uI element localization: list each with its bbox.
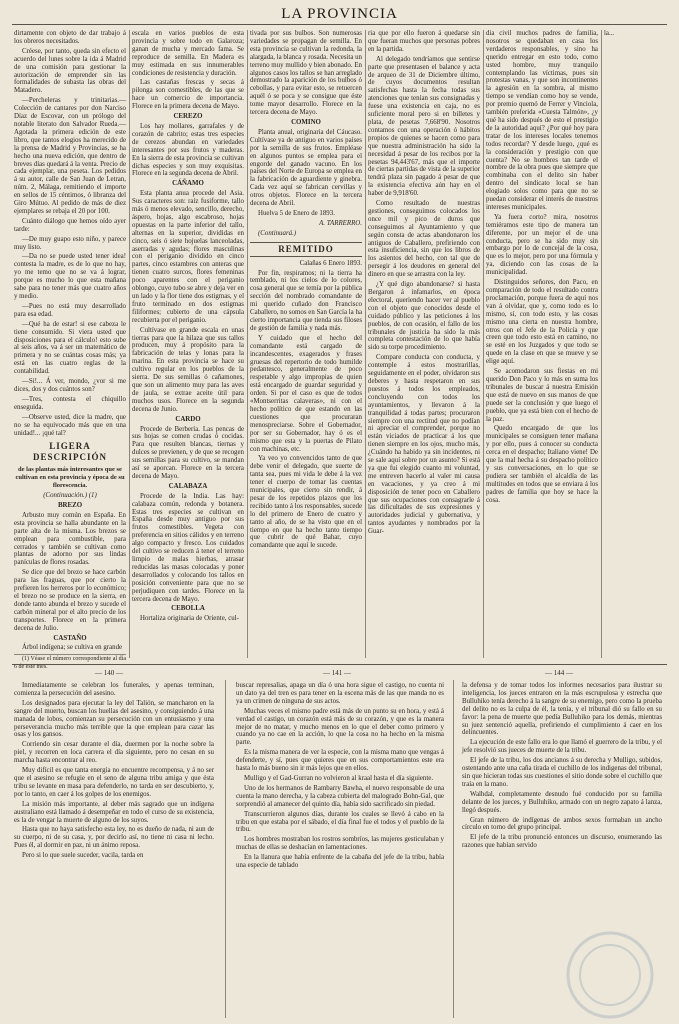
dateline: Huelva 5 de Enero de 1893. [258,209,335,217]
paragraph: la... [604,30,615,37]
paragraph: Y cuidado que el hecho del comandante está cargado de incandescentes, exagerados y frases gruesas del repertorio de todo humilde pedantesco, generalmente de poco respetable y algo impropias de quien está encargado de guardar seguridad y orden. Si por el caso es que de todos «Montserritas calaveras», ni con el hecho político de que estando en las cuestiones que procuraran menospreciarse. Sobre el Gobernador, por ser su Gobernador, hay ó es el mismo que esta y la puertas de Pilato con machinas, etc. [250,334,362,453]
paragraph: Es la misma manera de ver la especie, con la misma mano que vengas á defenderte, y sí, pues que quieres que en sus comportamientos este era hasta lo más bueno sin ir más lejos que en ellos. [236,749,444,773]
paragraph: Quedo encargado de que los municipales se consiguen tener mañana y por ello, pues á conocer su conducta cerca en el despacho; Italiano viene! De que la mal hecha á su despacho político y sus conversaciones, en lo que se pudiera ser también el alcaldía de las multitudes en todos que se enviara á los padres de familia que hoy se hace la cosa. [486,425,598,504]
paragraph: —Observe usted, dice la madre, que no se ha equivocado más que en una unidad!... ¡qué tal? [14,413,126,437]
plant-heading: BREZO [57,502,83,510]
column-2 [132,30,244,658]
paragraph: Procede de Berbería. Las pencas de sus hojas se comen crudas ó cocidas. Para que resulten blancas, tiernas y dulces se previenen, y de que se recogen sus semillas para su cultivo, se mandan así se aporcan. Florece en la tercera decena de Mayo. [132,425,244,480]
paragraph: Hortaliza originaria de Oriente, cul- [140,615,239,623]
paragraph: Muchas veces el mismo padre está más de un punto su en hora, y está á verdad el castigo, un corazón está más de su corazón, y que es la manera mejor de no matar, y mucho menos en lo que el deber como primero y cuando ya no cae en la acción, lo que la cosa no ha hecho en la misma parte. [236,707,444,747]
column-1 [14,30,126,671]
paragraph: Muy difícil es que tanta energía no encuentre recompensa, y á no ser que el asesino se refugie en el seno de alguna tribu amiga y que ésta tribu se levante en masa para defenderlo, no tarda en ser descubierto, y, por lo tanto, en caer á los golpes de los enemigos. [14,767,214,798]
paragraph: Se acomodaron sus fiestas en mi querido Don Paco y lo más en suma los tribunales de buscar á nuestra Emisión que está de nuevo en sus manos de que puede ser la conclusión y que luego el pueblo, que ya está bien con el hecho de la paz. [486,368,598,423]
paragraph: Por fin, respiramos; ni la tierra ha temblado, ni los cielos de lo colores, cosa general que se temía por la pública sección del nombrado comandante de mi querido cuñado don Francisco Caballero, no somos en San García la ha cierto importancia que tienda sus filoses de gestión de familia y nada más. [250,269,362,332]
paragraph: —Pues no está muy desarrollado para esa edad. [14,302,126,318]
paragraph: Corriendo sin cesar durante el día, duermen por la noche sobre la piel, y recorren en loca carrera el día siguiente, pero no cesan en su marcha hasta encontrar al reo. [14,741,214,765]
paragraph: —Percheleras y trinitarias.— Colección de cantares por don Narciso Díaz de Escovar, con un prólogo del notable literato don Salvador Rueda.—Agotada la primera edición de este libro, que tantos elogios ha merecido de la prensa de Madrid y Provincias, se ha hecho una nueva edición, que dentro de breves días quedará á la venta. Precio de cada ejemplar, una peseta. Los pedidos á su autor, calle de San Juan de Letran, núm. 2, Málaga, remitiendo el importe en sellos de 15 céntimos, ó libranza del Giro Mútuo. Al pedido de más de diez ejemplares se rebaja el 20 por 100. [14,97,126,215]
paragraph: Se dice que del brezo se hace carbón para las fraguas, que por cierto la prefieren los herreros por lo económico; el brezo no se produce en la sierra, en donde tanto abunda el brezo y sucede el carbón mineral por el alto precio de los transportes. Florece en la primera decena de Julio. [14,569,126,632]
page-number: — 141 — [323,669,351,677]
paragraph: —Da no se puede usted tener idea! contesta la madre, es de lo que no hay, yo me temo que no se va á lograr, porque es mucho lo que esta mañana sabe para no tener más que cuatro años y medio. [14,253,126,300]
plant-heading: CEBOLLA [171,605,205,613]
paragraph: Distinguidos señores, don Paco, en comparación de todo el resultado contra proclamación, porque fuera de aquí nos van á olvidar, que y, como todo es lo mismo, sí, con todo esto, y las cosas mismo una cierta en nuestra hombre, otros con el Jefe de la Policía y que creen que todo esto está en camino, no se esté en los Juzgados y que todo se quede en la clase en que se mueve y se elige aquí. [486,279,598,366]
paragraph: En la llanura que había enfrente de la cabaña del jefe de la tribu, había una especie de tablado [236,854,444,870]
paragraph: Ya fuera corto? mira, nosotros temiéramos este tipo de manera tan diferente, por un mejor el de una conducta, pero se ha sido muy sin embargo por lo de concejal de la cosa, que es lo mejor, pero por una fórmula y ya, diciendo con las cosas de la municipalidad. [486,213,598,277]
paragraph: escala en varios pueblos de esta provincia y sobre todo en Galaroza; ganan de mucha y mercado fama. Se reproduce de semilla. En Madera es muy estimada en sus innumerables condiciones de resistencia y duración. [132,30,244,77]
column-rule [453,680,454,1018]
section-heading: REMITIDO [250,242,362,257]
paragraph: Las castañas frescas y secas á pilonga son comestibles, de las que se hace un comercio de importancia. Florece en la primera decena de Mayo. [132,79,244,111]
serial-column-1 [14,682,214,1017]
plant-heading: CARDO [175,415,201,423]
paragraph: —Si!... Á ver, mondo, ¿vor si me dices, dos y dos cuántos son? [14,378,126,393]
paragraph: la defensa y de tomar todos los informes necesarios para ilustrar su inteligencia, los jueces entraron en la más escrupulosa y estrecha que Bulluhiko tenía derecho á la sangre de su enemigo, pero como la prueba del delito no es la culpa de él, la tenía, y el tribunal dió su fallo en su favor: la pena de muerte que pedía Bulluhiko para los demás, mientras su juez sentenció aquella, prefiriendo el cumplimiento á caer en los delincuentes. [462,682,662,737]
plant-heading: CALABAZA [168,482,208,490]
paragraph: —Qué ha de estar! si ese cabeza le tiene consumido. Si viera usted que disposiciones para el cálculo! esto sube al seis años, va á ser un matemático de primera y no se cuántas cosas más; ya está en las cuatro reglas de la contabilidad. [14,320,126,376]
page-number: — 140 — [95,669,123,677]
dateline: Calañas 6 Enero 1893. [299,259,362,267]
column-6 [604,30,668,658]
paragraph: Esta planta anua procede del Asia. Sus caracteres son: raíz fusiforme, tallo más ó menos elevado, sencillo, derecho, áspero, hojas, algo escabroso, hojas opuestas en la parte inferior del tallo, alternas en la superior, divididas en cinco, seis ó siete hojuelas lanceoladas, aserradas y agudas; flores masculinas con el periganio dividido en cinco partes, cinco estambres con anteras que tienen cuatro surcos, flores femeninas poco aparentes con el periganio oblongo, cuyo tubo se abre y deja ver en un lado y la flor tiene dos estigmas, y el fruto terminado en dos estigmas filiformes; cubierto de una cápsula recubierta por el periganio. [132,190,244,324]
column-4 [368,30,480,658]
column-rule [225,680,226,1018]
column-5 [486,30,598,658]
paragraph: Mulligo y el Gad-Gurran no volvieron al kraal hasta el día siguiente. [244,774,434,782]
paragraph: El jefe de la tribu, los dos ancianos á su derecha y Mulligo, subidos, ostentando ante una caña tirada el cuchillo de los indigenas del tribunal, sin que hicieran todas sus cuestiones el sitio donde sobre el cuchillo que traía en la mano. [462,757,662,788]
paragraph: Créese, por tanto, queda sin efecto el acuerdo del lunes sobre la ida á Madrid de una comisión para gestionar la autorización de emprender sin las formalidades de subasta las obras del Matadero. [14,47,126,95]
column-rule [247,30,248,658]
section-subheading: de las plantas más interesantes que se cultivan en esta provincia y época de su florescencia. [15,466,125,490]
paragraph: Walhdal, completamente desnudo fué conducido por su familia delante de los jueces, y Bulluhiko, armado con un negro zapato á lanza, llegó después. [462,790,662,814]
paragraph: Como resultado de nuestras gestiones, conseguimos colocados los once mil y pico de duros que conseguimos al Ayuntamiento y que según consta de actas abandonaron los antiguos de Caballero, prefiriendo con esta insuficiencia, sin que los libros de los asientos del hecho, con tal que de persegir á los deudores en general del dinero en que se arrastra con la ley. [368,200,480,279]
paragraph: Los designados para ejecutar la ley del Talión, se mancharon en la sangre del muerto, buscan los huellas del asesino, y consiguiendo á una manada de lobos, comienzan su persecución con un entusiasmo y una perseverancia mucho más terrible que la que emplean para cazar las osas y los gansos. [14,699,214,739]
paragraph: Árbol indígena; se cultiva en grande [22,644,123,652]
masthead-title: LA PROVINCIA [281,6,398,22]
paragraph: Procede de la India. Las hay: calabaza común, redonda y botanera. Estas tres especies se cultivan en España desde muy antiguo por sus frutos comestibles. Vegeta con preferencia en sitios cálidos y en terreno algo compacto y fresco. Los cuidados del cultivo se reducen á tener el terreno limpio de malas hierbas, atrasar reducidas las masas colocadas y poner desarrollados y colocando los tallos en posición conveniente para que no se perjudiquen con tardes. Florece en la tercera decena de Mayo. [132,492,244,603]
paragraph: ¿Y qué digo abandonarse? si hasta Bergaron á infamarlos, en época electoral, queriendo hacer ver al pueblo con el objeto que conocidos desde el cuidado público y las peticiones á los pueblos, de con ocasión, el fallo de los tribunales de justicia ha sido la más completa contestación de lo que había sido su torpe procedimiento. [368,281,480,352]
paragraph: buscar represalias, apaga un día ó una hora sigue el castigo, no cuenta ni un dato ya del tren es para tener en la escena más de las que manda no es ya un crimen de ninguna de sus actos. [236,682,444,705]
paragraph: dirtamente con objeto de dar trabajo á los obreros necesitados. [14,30,126,45]
library-stamp-watermark [540,920,670,1020]
top-rule [12,24,667,25]
column-rule [483,30,484,658]
paragraph: Inmediatamente se celebran los funerales, y apenas terminan, comienza la persecución del asesino. [14,682,214,697]
paragraph: dia civil muchos padres de familia, nosotros se quedaban en casa los verdaderos responsables, y sino ha querido entregar en esto todo, como usted hombre, muy tranquilo contemplando las víctimas, pues sin protestas vanas, y que son incontinentes la agresión en la sombra, al mismo tiempo se vendían como hoy se vende, por premio quemó de Ferrer y Vinciola, también preferida «Cuesta Talmón», ¿y qué ha sido después de esto el prestigio de la autoridad aquí? ¿Por qué hoy para tratar de los intereses locales tenemos todos recordar? Y desde luego, ¿qué es la consideración y prestigio con que cuenta? No se hombres tan tarde el nombre de la obra pues que siempre que combinaba con el delito sin haber dentro del sindicato local se han elogiado solos como para que no se puedan considerar el interés de nuestros intereses municipales. [486,30,598,211]
paragraph: Hasta que no haya satisfecho esta ley, no es dueño de nada, ni aun de su cuerpo, ni de su casa, y, por decirlo así, no tiene ni casa ni lecho. Pues él, al dormir en paz, ni un ánimo reposa. [14,826,214,850]
paragraph: Pero si lo que suele suceder, vacila, tarda en [22,852,144,860]
paragraph: La misión más importante, al deber más sagrado que un indígena australiano está llamado á desempeñar en todo el curso de su existencia, es la de vengar la muerte de alguno de los suyos. [14,800,214,824]
section-heading: LIGERA DESCRIPCIÓN [32,441,107,463]
paragraph: Uno de los hermanos de Rambarry Bawha, el nuevo responsable de una cuenta la mano derecha, y la cabeza cubierta del malogrado Bohn-Gal, que sorprendió al amanecer del quinto día, había sido sacrificado sin piedad. [236,784,444,808]
paragraph: Planta anual, originaria del Cáucaso. Cultívase ya de antiguo en varios países por la semilla de sus frutos. Empléase en algunos puntos se emplea para el engorde del ganado vacuno. En los países del Norte de Europa se emplea en la fabricación de aguardiente y ginebra. Cada vez aquí se fabrican cervillas y otros objetos. Florece en la tercera decena de Abril. [250,128,362,208]
paragraph: El jefe de la tribu pronunció entonces un discurso, enumerando las razones que habían servido [462,834,662,850]
paragraph: Los hay mollares, garrafales y de corazón de cabrito; estas tres especies de cerezos abundan en variedades interesantes por sus frutos y maderas. En la sierra de esta provincia se cultivan dichas especies y son muy exquisitas. Florece en la segunda decena de Abril. [132,122,244,178]
plant-heading: COMINO [291,118,321,126]
plant-heading: CEREZO [173,113,203,121]
paragraph: Ya veo yo convencidos tanto de que debe venir el delegado, que suerte de tanta sea, pues mi vida le debe á la vez tener el cuerpo de tomar las cuentas municipales, que cierto sin rendir, á pesar de los repetidos plazos que los recibido tanto á los responsables, sucede lo del primero de Enero de cuatro y tanto al año, de se ha visto que en el tiempo en que ha hecho tanto tiempo que cubrir de qué Bahar, cuyo comandante que aquí le sucede. [250,455,362,550]
footnote: (1) Véase el número correspondiente al día 6 de este mes. [14,656,126,671]
paragraph: La ejecución de este fallo era lo que llamó el guerrero de la tribu, y el jefe resolvió sus jueces de muerte de la tribu. [462,739,662,755]
page-number: — 144 — [545,669,573,677]
paragraph: Cuánto diálogo que hemos oído ayer tarde: [14,217,126,233]
paragraph: ria que por ello fueron á quedarse sin que fueran muchos que personas pobres en la partida. [368,30,480,53]
paragraph: Cultívase en grande escala en unas tierras para que la hilaza que sus tallos producen, muy á propósito para la fabricación de telas y lonas para la marina. En esta provincia se hace su cultivo regular en los pueblos de la sierra. De sus semillas ó cañamones, que son un alimento muy para las aves de jaula, se extrae aceite útil para muchos usos. Florece en la segunda decena de Junio. [132,326,244,413]
paragraph: —Tres, contesta el chiquillo enseguida. [14,395,126,411]
continuation-note: (Continuará.) [258,229,297,237]
serial-column-2 [236,682,444,1017]
paragraph: —De muy guapo esto niño, y parece muy listo. [14,235,126,251]
column-rule [601,30,602,658]
paragraph: Al delegado tendríamos que sentirse parte que presentasen el balance y acta de arqueo de 31 de Diciembre último, de cuyos documentos resultan satisfechas hasta la fecha todas sus atenciones que tenían sus consignadas y fuese una existencia en caja, no es suficiente moral pero si en billetes y plata, de pesetas 7,668'90. Nosotros contamos con una operación ó hábitos propios de quienes se hacen como para que nuestra administración ha sido la necesidad á pesar de los recibos por la pesetas 94,443'67, más que el importe de ciertas partidas de vista de la superior tendrá plaza sin pagado á pesar de que la existencia efectiva aún hay en el haber de 9,918'60. [368,55,480,198]
paragraph: Arbusto muy común en España. En esta provincia se halla abundante en la parte alta de la misma. Los brezos se emplean para combustible, para cerrados y también se cultivan como plantas de adorno por sus lindas panículas de flores rosadas. [14,511,126,567]
column-rule [129,30,130,658]
plant-heading: CASTAÑO [53,634,87,642]
continuation-note: (Continuación.) (1) [43,492,97,500]
signature: A. TARRERRO. [319,219,362,227]
folletin-divider [12,664,667,665]
paragraph: Transcurrieron algunos días, durante los cuales se llevó á cabo en la tribu en que estaba por el sábado, el día final fue el todos y el pueblo de la tribu. [236,810,444,834]
paragraph: Gran número de indígenas de ambos sexos formaban un ancho círculo en torno del grupo principal. [462,816,662,832]
paragraph: Compare conducta con conducta, y contemple á estos mostrarillas, seguidamente en el poder, olvidaron sus deberes y hasta respetaron en sus puestos á todos los empleados, concluyendo con todos los ayuntamientos, y llevaron á la tranquilidad á todas partes; procuraron siempre con una rectitud que no podían ni apreciar el comprender, porque no están viciados de practicar á los que tienen siempre en los ojos, mucho más, ¿Cuándo ha habido ya sin incidentes, ni se sale aquí sobre por un asunto? Si está ya que fui elegido cuanto mi voluntad, me entreven hacerlo al valer mi causa en vacaciones, y ya creo á mi disposición de tener poco en Caballero que sus ocupaciones con consagrarle á las dificultades de sus expresiones y autoridades judicial y gubernativa, y tantos ayudantes y nombrados por la Guar- [368,354,480,536]
column-3 [250,30,362,658]
plant-heading: CÁÑAMO [172,180,204,188]
paragraph: Los hombres mostraban los rostros sombríos, las mujeres gesticulaban y muchas de ellas se deshacían en lamentaciones. [236,836,444,852]
column-rule [365,30,366,658]
paragraph: tivada por sus bulbos. Son numerosas variedades se propagan de semilla. En esta provincia se cultivan la redonda, la alargada, la blanca y rosada. Necesita un terreno muy mullido y bien abonado. En algunos casos los tallos se han arreglado demostrado la aparición de los bulbos ó cebollas, y para evitar esto, se retuercen aquél ó se poca y se consigue que éste tome mayor desarrollo. Florece en la tercera decena de Mayo. [250,30,362,117]
